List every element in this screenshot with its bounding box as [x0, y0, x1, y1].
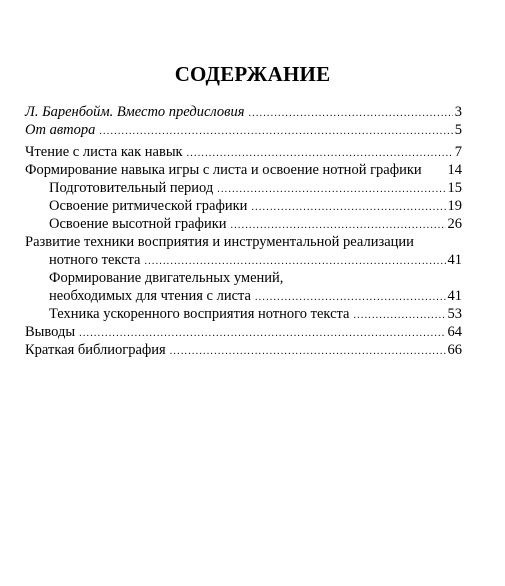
toc-entry-sight-reading-skill	[25, 143, 462, 161]
toc-entry-skill-formation	[25, 161, 462, 179]
toc-entry-text: Л. Баренбойм. Вместо предисловия	[25, 104, 245, 120]
toc-page-number: 41	[447, 252, 462, 268]
toc-entry-text: нотного текста	[49, 252, 141, 268]
toc-entry-rhythmic-graphics	[49, 197, 462, 215]
page-title: СОДЕРЖАНИЕ	[174, 62, 331, 86]
toc-entry-text: Формирование двигательных умений,	[49, 270, 284, 286]
toc-entry-text: Техника ускоренного восприятия нотного текста	[49, 306, 350, 322]
toc-page-number: 66	[447, 342, 462, 358]
toc-entry-motor-skills-line1	[49, 269, 462, 287]
toc-entry-text: необходимых для чтения с листа	[49, 288, 251, 304]
toc-entry-perception-technique-line2	[49, 251, 462, 269]
toc-page-number: 7	[454, 144, 462, 160]
toc-entry-accelerated-perception	[49, 305, 462, 323]
toc-page-number: 53	[447, 306, 462, 322]
toc-page-number: 26	[447, 216, 462, 232]
toc-page-number: 3	[454, 104, 462, 120]
leader-dots	[99, 123, 452, 141]
toc-entry-text: Формирование навыка игры с листа и освоение нотной графики	[25, 162, 422, 178]
toc-entry-text: Освоение ритмической графики	[49, 198, 248, 214]
toc-entry-text: Освоение высотной графики	[49, 216, 227, 232]
toc-entry-text: От автора	[25, 122, 96, 138]
toc-entry-text: Чтение с листа как навык	[25, 144, 183, 160]
toc-page-number: 14	[447, 162, 462, 178]
toc-entry-text: Краткая библиография	[25, 342, 166, 358]
toc-page-number: 19	[447, 198, 462, 214]
toc-entry-text: Подготовительный период	[49, 180, 214, 196]
toc-entry-conclusions	[25, 323, 462, 341]
toc-entry-motor-skills-line2	[49, 287, 462, 305]
toc-page-number: 5	[454, 122, 462, 138]
toc-page-number: 64	[447, 324, 462, 340]
toc-entry-text: Развитие техники восприятия и инструментальной реализации	[25, 234, 414, 250]
toc-entry-from-author	[25, 121, 462, 139]
toc-entry-pitch-graphics	[49, 215, 462, 233]
toc-entry-preparatory-period	[49, 179, 462, 197]
toc-entry-text: Выводы	[25, 324, 76, 340]
toc-entry-perception-technique-line1	[25, 233, 462, 251]
toc-entry-bibliography	[25, 341, 462, 359]
toc-entry-foreword	[25, 103, 462, 121]
toc-page-number: 41	[447, 288, 462, 304]
leader-dots	[170, 343, 446, 361]
toc-page-number: 15	[447, 180, 462, 196]
